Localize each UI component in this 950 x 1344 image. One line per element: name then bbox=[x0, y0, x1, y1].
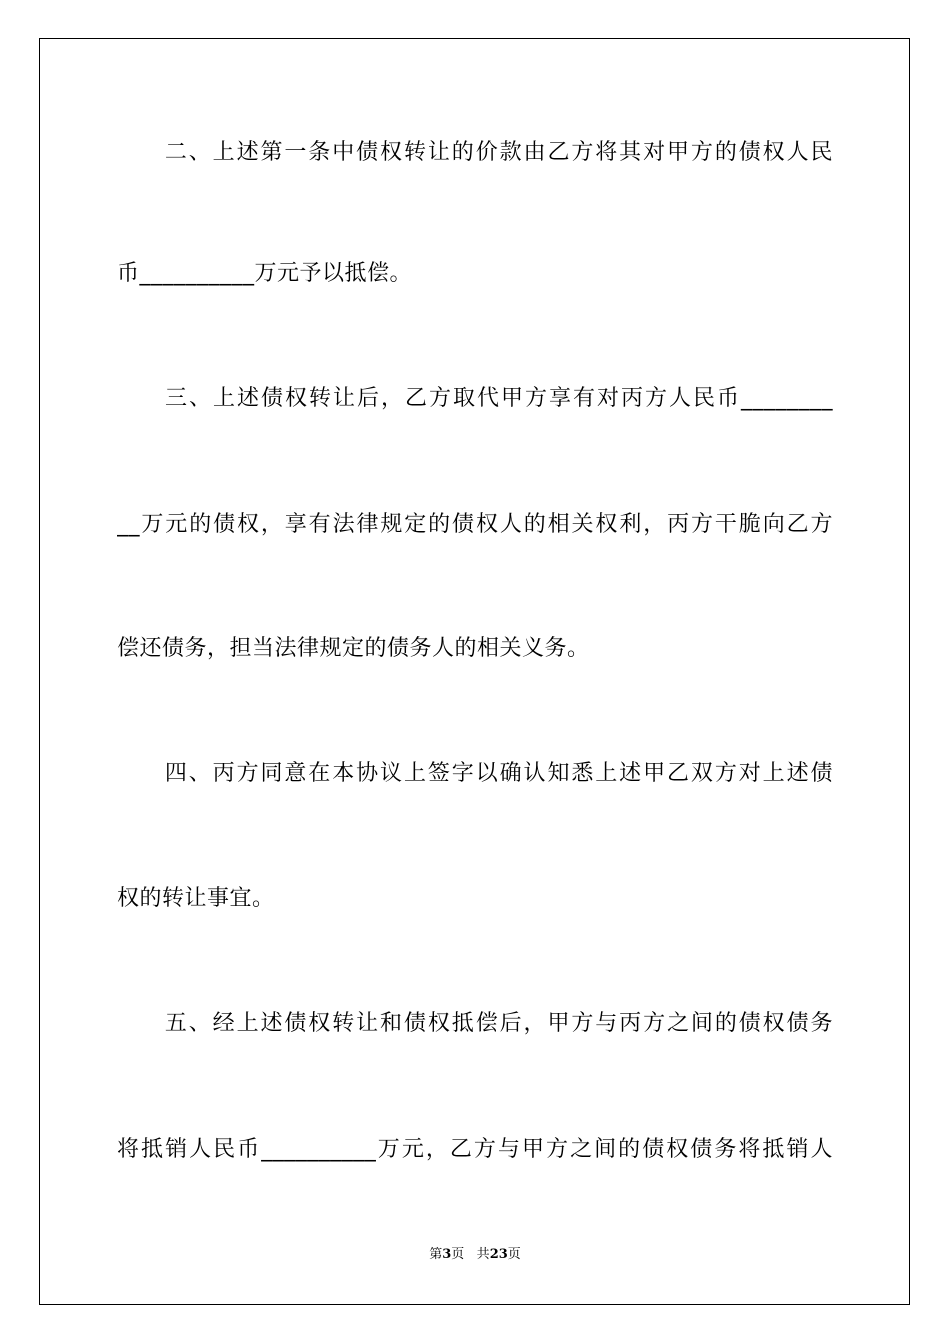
text-line-3: 三、上述债权转让后，乙方取代甲方享有对丙方人民币________ bbox=[117, 386, 833, 411]
text-line-6: 四、丙方同意在本协议上签字以确认知悉上述甲乙双方对上述债 bbox=[117, 761, 833, 786]
page-footer bbox=[0, 1246, 950, 1264]
footer-total-pages: 23 bbox=[489, 1247, 508, 1262]
footer-page-suffix: 页 bbox=[451, 1247, 465, 1262]
footer-total-prefix: 共 bbox=[476, 1247, 490, 1262]
text-line-5: 偿还债务，担当法律规定的债务人的相关义务。 bbox=[117, 636, 590, 661]
text-line-4: __万元的债权，享有法律规定的债权人的相关权利，丙方干脆向乙方 bbox=[117, 512, 833, 537]
text-line-2: 币__________万元予以抵偿。 bbox=[117, 261, 413, 286]
page-border bbox=[39, 38, 910, 1305]
text-line-9: 将抵销人民币__________万元，乙方与甲方之间的债权债务将抵销人 bbox=[117, 1137, 833, 1162]
text-line-1: 二、上述第一条中债权转让的价款由乙方将其对甲方的债权人民 bbox=[117, 140, 833, 165]
footer-page-number: 3 bbox=[442, 1247, 452, 1262]
text-line-8: 五、经上述债权转让和债权抵偿后，甲方与丙方之间的债权债务 bbox=[117, 1011, 833, 1036]
footer-page-prefix: 第 bbox=[429, 1247, 443, 1262]
text-line-7: 权的转让事宜。 bbox=[117, 886, 275, 911]
footer-total-suffix: 页 bbox=[507, 1247, 521, 1262]
